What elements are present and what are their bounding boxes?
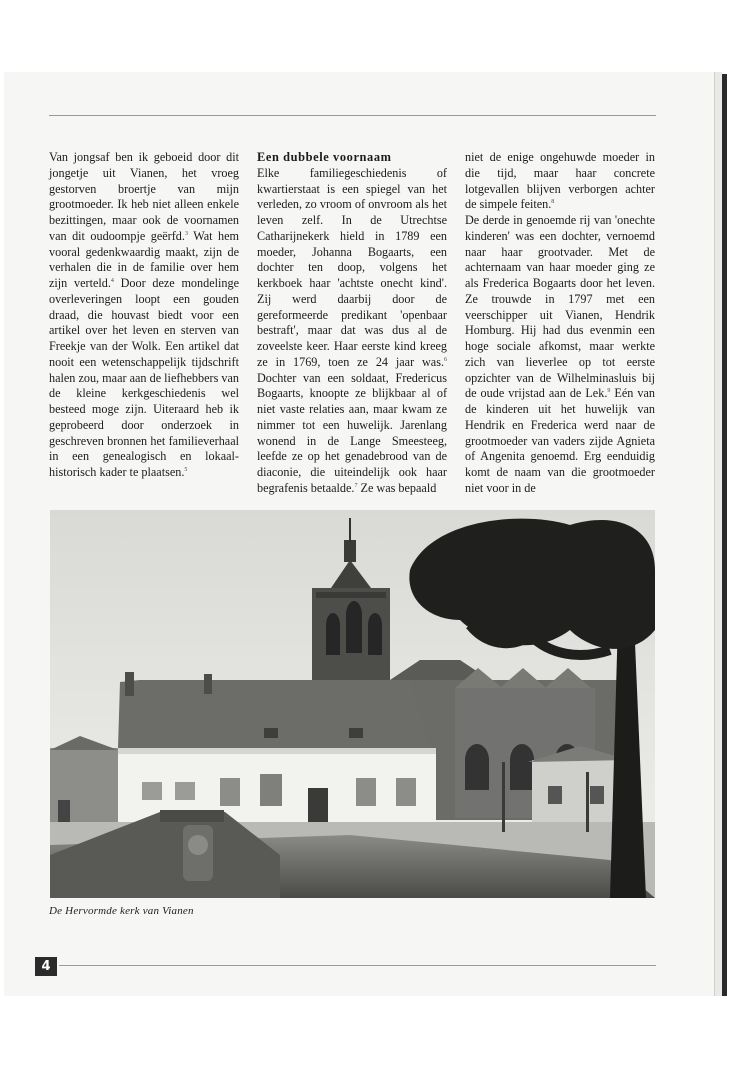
bottom-rule xyxy=(59,965,656,966)
photo-caption: De Hervormde kerk van Vianen xyxy=(49,905,194,917)
church-photo xyxy=(50,510,655,898)
col2-paragraph: Elke familiegeschiedenis of kwartierstaat is een spiegel van het verleden, zo vroom of onvroom als het leven zelf. In de Utrechtse Catharijnekerk hield in 1789 een moeder, Johanna Bogaarts, een dochter ten doop, volgens het kerkboek haar 'achtste onecht kind'. Zij werd daarbij door de gereformeerde predikant 'openbaar bestraft', maar dat was dus al de zoveelste keer. Haar eerste kind kreeg ze in 1769, toen ze 24 jaar was.$^6$ Dochter van een soldaat, Fredericus Bogaarts, knoopte ze blijkbaar al of niet vaste relaties aan, maar kwam ze nimmer tot een huwelijk. Jarenlang wonend in de Lange Smeesteeg, leefde ze op het genadebrood van de diaconie, die uiteindelijk ook haar begrafenis betaalde.$^7$ Ze was bepaald xyxy=(257,165,447,495)
top-rule xyxy=(49,115,656,116)
page-number: 4 xyxy=(35,957,57,976)
col3-paragraph-1: niet de enige ongehuwde moeder in die tijd, maar haar concrete lotgevallen blijven verborgen achter de simpele feiten.$^8$ xyxy=(465,150,655,212)
col3-paragraph-2: De derde in genoemde rij van 'onechte kinderen' was een dochter, vernoemd naar haar grootvader. Met de achternaam van haar moeder ging ze als Frederica Bogaarts door het leven. Ze trouwde in 1797 met een veerschipper uit Vianen, Hendrik Homburg. Hij had dus evenmin een hoge sociale afkomst, maar werkte zich van lieverlee op tot eerste opzichter van de Wilhelminasluis bij de oude vrijstad aan de Lek.$^9$ Eén van de kinderen uit het huwelijk van Hendrik en Frederica werd naar de grootmoeder van vaders zijde Agnieta of Angenita genoemd. Erg eenduidig komt de naam van die grootmoeder niet voor in de xyxy=(465,213,656,495)
column-1 xyxy=(49,150,239,481)
binding-edge xyxy=(722,74,727,996)
column-3 xyxy=(465,150,655,497)
column-2 xyxy=(257,150,447,497)
col1-paragraph: Van jongsaf ben ik geboeid door dit jongetje uit Vianen, het vroeg gestorven broertje van mijn grootmoeder. Ik heb niet alleen enkele bezittingen, maar ook de voornamen van dit oudoompje geërfd.$^3$ Wat hem vooral gedenkwaardig maakt, zijn de verhalen die in de familie over hem zijn verteld.$^4$ Door deze mondelinge overleveringen loopt een gouden draad, die houvast biedt voor een artikel over het leven en sterven van Freekje van der Wolk. Een artikel dat nooit een wetenschappelijk tijdschrift halen zou, maar aan de liefhebbers van de kleine kerkgeschiedenis wel besteed moge zijn. Uiteraard heb ik geprobeerd door onderzoek in geschreven bronnen het familieverhaal in een genealogisch en lokaal-historisch kader te plaatsen.$^5$ xyxy=(49,150,239,479)
section-heading: Een dubbele voornaam xyxy=(257,150,392,164)
page-edge xyxy=(714,72,722,996)
